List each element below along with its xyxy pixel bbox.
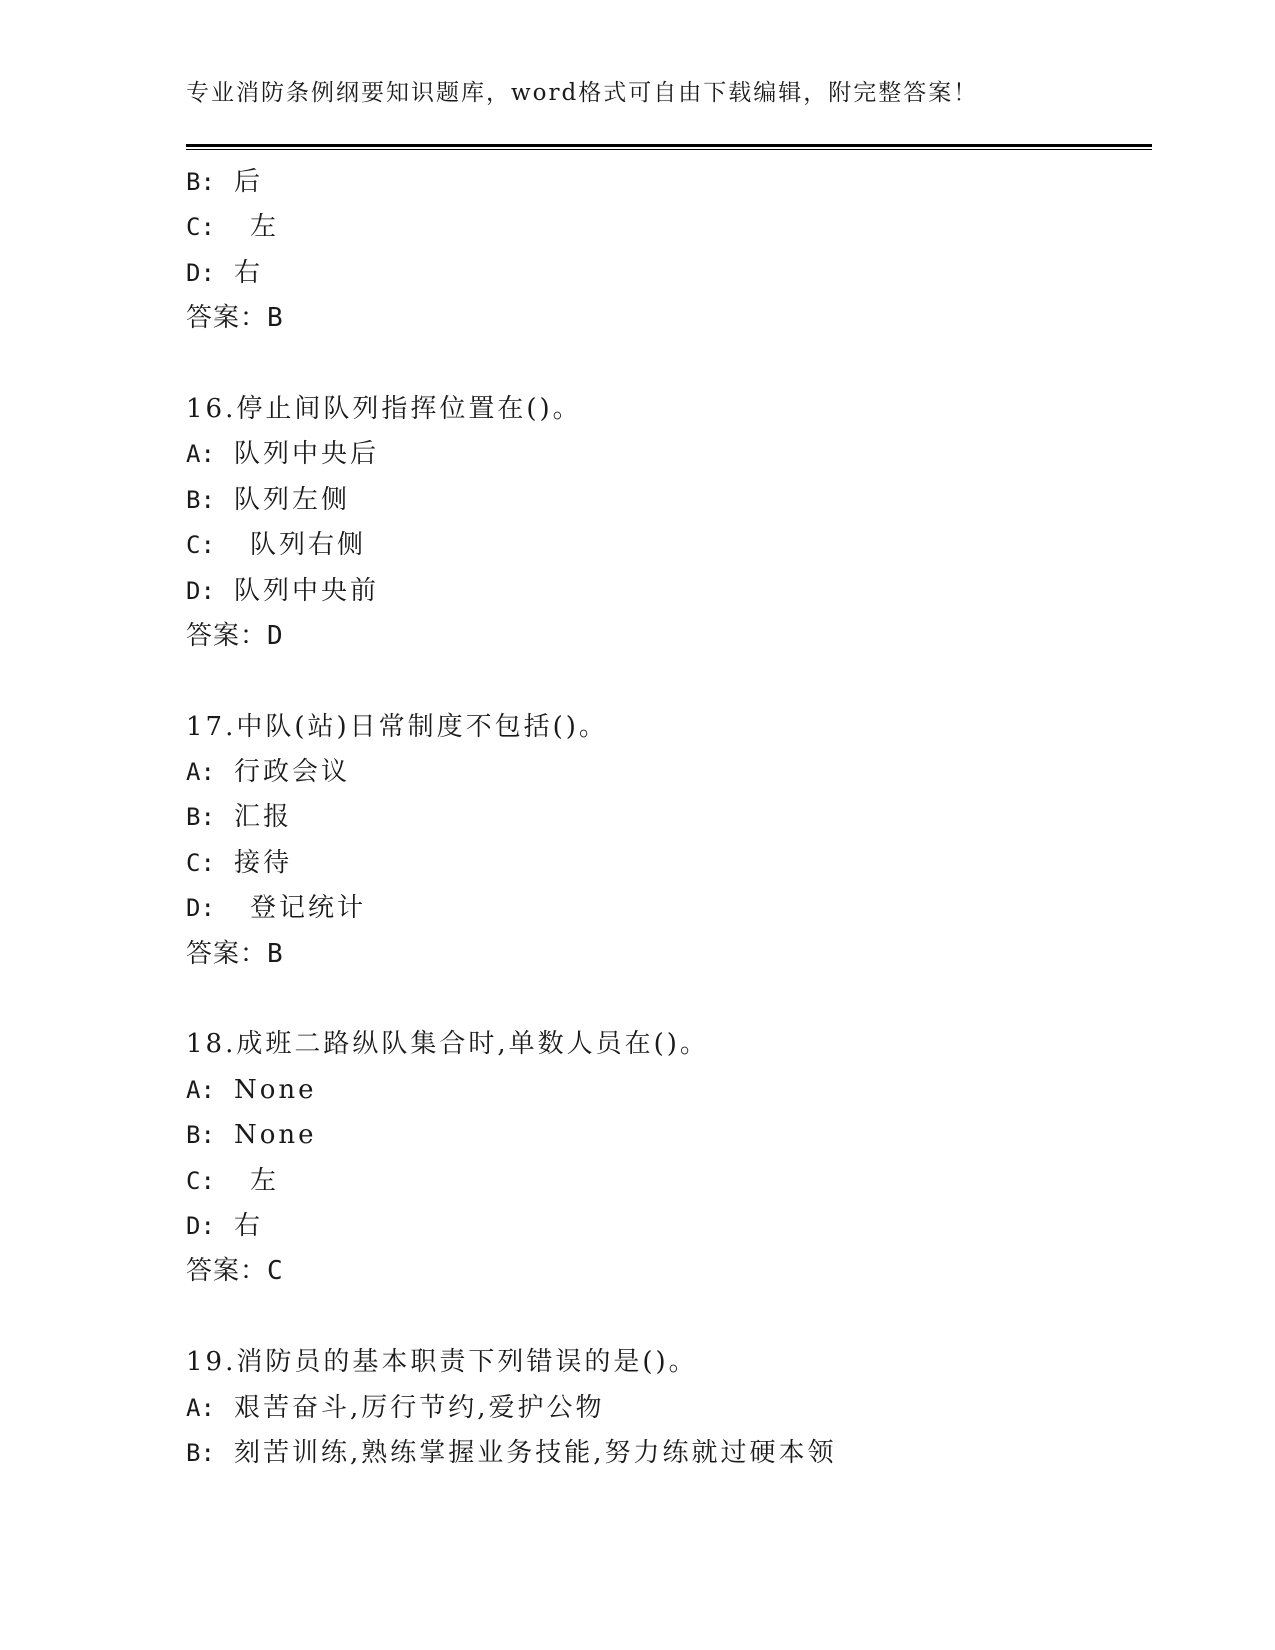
option-letter: D: [186,894,215,923]
option-letter: D: [186,1211,215,1240]
option-text: None [234,1074,317,1105]
option-letter: A: [186,758,215,787]
option-letter: B: [186,1438,215,1467]
question-block [186,705,1152,1023]
answer-line [186,1249,1152,1294]
option-text: 后 [234,167,264,197]
option-row [186,1204,1152,1249]
question-block [186,387,1152,705]
option-letter: A: [186,1075,215,1104]
option-text: None [234,1120,317,1151]
option-row [186,841,1152,886]
option-row [186,569,1152,614]
question-list [186,160,1152,1476]
option-letter: C: [186,531,215,560]
option-text: 队列中央后 [234,439,380,470]
option-text: 左 [250,1165,280,1196]
page-header: 专业消防条例纲要知识题库，word格式可自由下载编辑，附完整答案！ [186,80,979,106]
option-text: 队列右侧 [250,530,367,561]
answer-line [186,614,1152,659]
answer-label: 答案： [186,938,268,969]
option-row [186,1386,1152,1431]
option-text: 汇报 [234,802,293,833]
block-spacer [186,977,1152,1022]
option-row [186,795,1152,840]
block-spacer [186,1295,1152,1340]
answer-value: B [267,303,284,334]
option-text: 右 [234,257,264,288]
block-spacer [186,342,1152,387]
option-row [186,205,1152,250]
option-text: 登记统计 [250,893,367,924]
option-letter: C: [186,1166,215,1195]
question-text: 16.停止间队列指挥位置在()。 [186,393,582,424]
option-text: 队列左侧 [234,484,351,515]
option-text: 右 [234,1210,264,1241]
option-letter: B: [186,168,215,196]
option-row [186,1159,1152,1204]
option-letter: B: [186,1121,215,1150]
option-row [186,478,1152,523]
answer-label: 答案： [186,620,268,651]
option-text: 队列中央前 [234,575,380,606]
option-row [186,432,1152,477]
block-spacer [186,659,1152,704]
option-row [186,1068,1152,1113]
answer-label: 答案： [186,303,268,334]
option-row [186,750,1152,795]
option-text: 刻苦训练,熟练掌握业务技能,努力练就过硬本领 [234,1437,837,1468]
option-letter: D: [186,576,215,605]
answer-label: 答案： [186,1256,268,1287]
option-row [186,1431,1152,1476]
answer-value: D [267,620,284,651]
question-text: 17.中队(站)日常制度不包括()。 [186,711,608,742]
answer-value: C [267,1256,284,1287]
option-row [186,1113,1152,1158]
answer-line [186,932,1152,977]
question-block [186,1340,1152,1476]
option-letter: A: [186,440,215,469]
option-text: 左 [250,212,280,243]
option-text: 艰苦奋斗,厉行节约,爱护公物 [234,1392,605,1423]
option-letter: A: [186,1393,215,1422]
answer-value: B [267,938,284,969]
question-text: 19.消防员的基本职责下列错误的是()。 [186,1347,698,1378]
option-text: 行政会议 [234,757,351,788]
option-row [186,160,1152,205]
option-letter: D: [186,258,215,287]
option-row [186,523,1152,568]
question-text: 18.成班二路纵队集合时,单数人员在()。 [186,1029,709,1060]
option-letter: B: [186,485,215,514]
option-letter: C: [186,848,215,877]
option-row [186,886,1152,931]
option-text: 接待 [234,847,293,878]
option-letter: C: [186,213,215,242]
question-block [186,1022,1152,1340]
question-block [186,160,1152,387]
answer-line [186,296,1152,341]
option-letter: B: [186,803,215,832]
option-row [186,251,1152,296]
header-rule [186,144,1152,150]
